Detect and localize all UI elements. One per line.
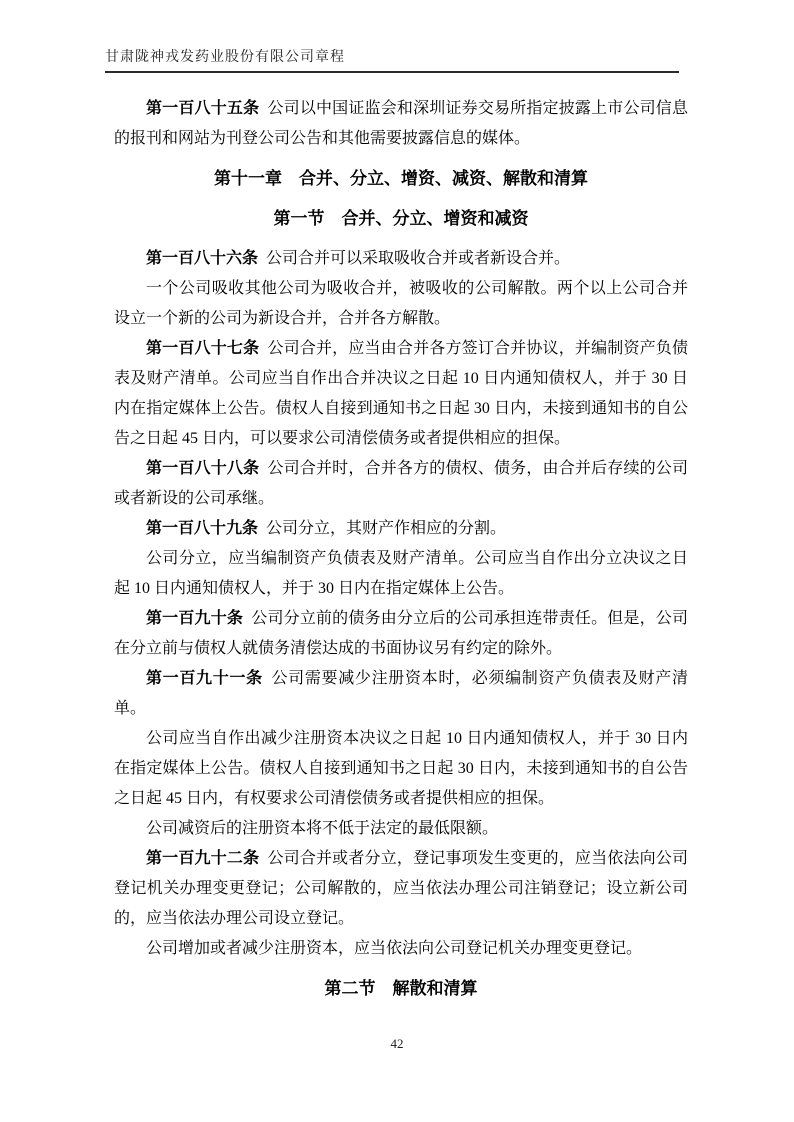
article-text: 公司分立，其财产作相应的分割。 <box>258 520 507 537</box>
section-heading: 第一节 合并、分立、增资和减资 <box>273 209 529 228</box>
article-paragraph <box>114 604 688 664</box>
article-number: 第一百八十九条 <box>146 520 259 537</box>
article-text: 公司以中国证监会和深圳证券交易所指定披露上市公司信息的报刊和网站为刊登公司公告和其他需要披露信息的媒体。 <box>114 100 688 147</box>
article-number: 第一百八十五条 <box>146 100 260 117</box>
page-number: 42 <box>390 1036 404 1051</box>
article-text: 公司合并，应当由合并各方签订合并协议，并编制资产负债表及财产清单。公司应当自作出合并决议之日起 10 日内通知债权人，并于 30 日内在指定媒体上公告。债权人自接到通知书之日起 30 日内，未接到通知书的自公告之日起 45 日内，可以要求公司清偿债务或者提供相应的担保。 <box>114 340 688 447</box>
article-text: 公司合并或者分立，登记事项发生变更的，应当依法向公司登记机关办理变更登记；公司解散的，应当依法办理公司注销登记；设立新公司的，应当依法办理公司设立登记。 <box>114 850 688 927</box>
article-number: 第一百八十八条 <box>146 460 260 477</box>
article-paragraph <box>114 844 688 934</box>
section-heading: 第二节 解散和清算 <box>324 979 478 998</box>
article-number: 第一百九十条 <box>146 610 244 627</box>
body-paragraph: 公司增加或者减少注册资本，应当依法向公司登记机关办理变更登记。 <box>146 940 643 957</box>
article-text: 公司需要减少注册资本时，必须编制资产负债表及财产清单。 <box>114 670 688 717</box>
article-number: 第一百九十二条 <box>146 850 260 867</box>
article-number: 第一百八十七条 <box>146 340 260 357</box>
article-text: 公司分立前的债务由分立后的公司承担连带责任。但是，公司在分立前与债权人就债务清偿达成的书面协议另有约定的除外。 <box>114 610 688 657</box>
page-header-title: 甘肃陇神戎发药业股份有限公司章程 <box>105 46 679 73</box>
article-paragraph <box>114 664 688 724</box>
article-text: 公司合并可以采取吸收合并或者新设合并。 <box>258 250 571 267</box>
article-number: 第一百八十六条 <box>146 250 259 267</box>
article-paragraph <box>114 334 688 454</box>
chapter-heading: 第十一章 合并、分立、增资、减资、解散和清算 <box>214 169 588 188</box>
article-number: 第一百九十一条 <box>146 670 263 687</box>
body-paragraph: 一个公司吸收其他公司为吸收合并，被吸收的公司解散。两个以上公司合并设立一个新的公司为新设合并，合并各方解散。 <box>114 280 688 327</box>
article-paragraph <box>114 454 688 514</box>
article-paragraph <box>114 244 688 274</box>
body-paragraph: 公司分立，应当编制资产负债表及财产清单。公司应当自作出分立决议之日起 10 日内通知债权人，并于 30 日内在指定媒体上公告。 <box>114 550 688 597</box>
article-paragraph <box>114 94 688 154</box>
article-text: 公司合并时，合并各方的债权、债务，由合并后存续的公司或者新设的公司承继。 <box>114 460 688 507</box>
body-paragraph: 公司减资后的注册资本将不低于法定的最低限额。 <box>146 820 499 837</box>
body-paragraph: 公司应当自作出减少注册资本决议之日起 10 日内通知债权人，并于 30 日内在指定媒体上公告。债权人自接到通知书之日起 30 日内，未接到通知书的自公告之日起 45 日内，有权要求公司清偿债务或者提供相应的担保。 <box>114 730 688 807</box>
article-paragraph <box>114 514 688 544</box>
document-body <box>114 94 688 1014</box>
